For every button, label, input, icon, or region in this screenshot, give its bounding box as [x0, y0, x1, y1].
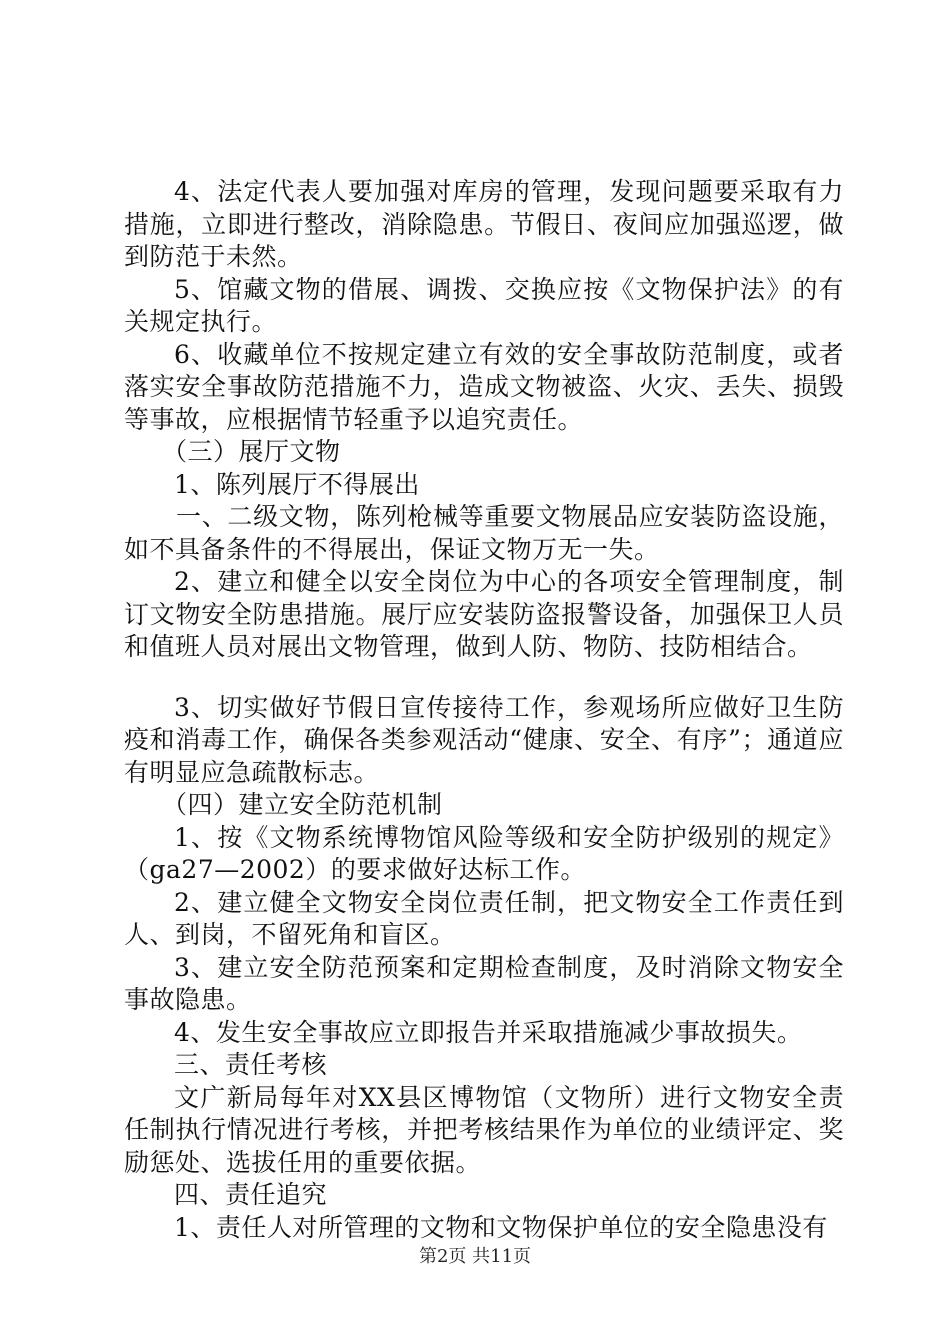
- paragraph-inspection: 3、建立安全防范预案和定期检查制度，及时消除文物安全事故隐患。: [124, 952, 844, 1014]
- paragraph-safety-system: 2、建立和健全以安全岗位为中心的各项安全管理制度，制订文物安全防患措施。展厅应安装防盗报警设备，加强保卫人员和值班人员对展出文物管理，做到人防、物防、技防相结合。: [124, 567, 844, 661]
- paragraph-no-display: 1、陈列展厅不得展出: [174, 469, 420, 499]
- paragraph-accountability: 6、收藏单位不按规定建立有效的安全事故防范制度，或者落实安全事故防范措施不力，造成文物被盗、火灾、丢失、损毁等事故，应根据情节轻重予以追究责任。: [124, 339, 844, 434]
- section-heading-accountability: 四、责任追究: [174, 1180, 328, 1209]
- paragraph-loan-exhibition: 5、馆藏文物的借展、调拨、交换应按《文物保护法》的有关规定执行。: [124, 274, 844, 336]
- document-body: [124, 176, 844, 1244]
- paragraph-standards: 1、按《文物系统博物馆风险等级和安全防护级别的规定》（ga27—2002）的要求做好达标工作。: [124, 822, 844, 884]
- section-heading-prevention-mechanism: （四）建立安全防范机制: [162, 790, 443, 819]
- paragraph-gap: [124, 664, 844, 692]
- paragraph-grade-relics: 一、二级文物，陈列枪械等重要文物展品应安装防盗设施，如不具备条件的不得展出，保证文物万无一失。: [124, 502, 844, 564]
- section-heading-exhibition-relics: （三）展厅文物: [162, 437, 341, 466]
- page-number-footer: 第2页 共11页: [418, 1246, 532, 1267]
- section-heading-assessment: 三、责任考核: [174, 1050, 328, 1079]
- paragraph-accident-report: 4、发生安全事故应立即报告并采取措施减少事故损失。: [174, 1017, 803, 1047]
- paragraph-storage-management: 4、法定代表人要加强对库房的管理，发现问题要采取有力措施，立即进行整改，消除隐患。节假日、夜间应加强巡逻，做到防范于未然。: [124, 177, 844, 271]
- paragraph-holiday-reception: 3、切实做好节假日宣传接待工作，参观场所应做好卫生防疫和消毒工作，确保各类参观活动“健康、安全、有序”；通道应有明显应急疏散标志。: [124, 692, 844, 787]
- paragraph-responsibility-system: 2、建立健全文物安全岗位责任制，把文物安全工作责任到人、到岗，不留死角和盲区。: [124, 887, 844, 949]
- paragraph-accountability-start: 1、责任人对所管理的文物和文物保护单位的安全隐患没有: [174, 1212, 828, 1242]
- paragraph-assessment: 文广新局每年对XX县区博物馆（文物所）进行文物安全责任制执行情况进行考核，并把考核结果作为单位的业绩评定、奖励惩处、选拔任用的重要依据。: [124, 1082, 844, 1177]
